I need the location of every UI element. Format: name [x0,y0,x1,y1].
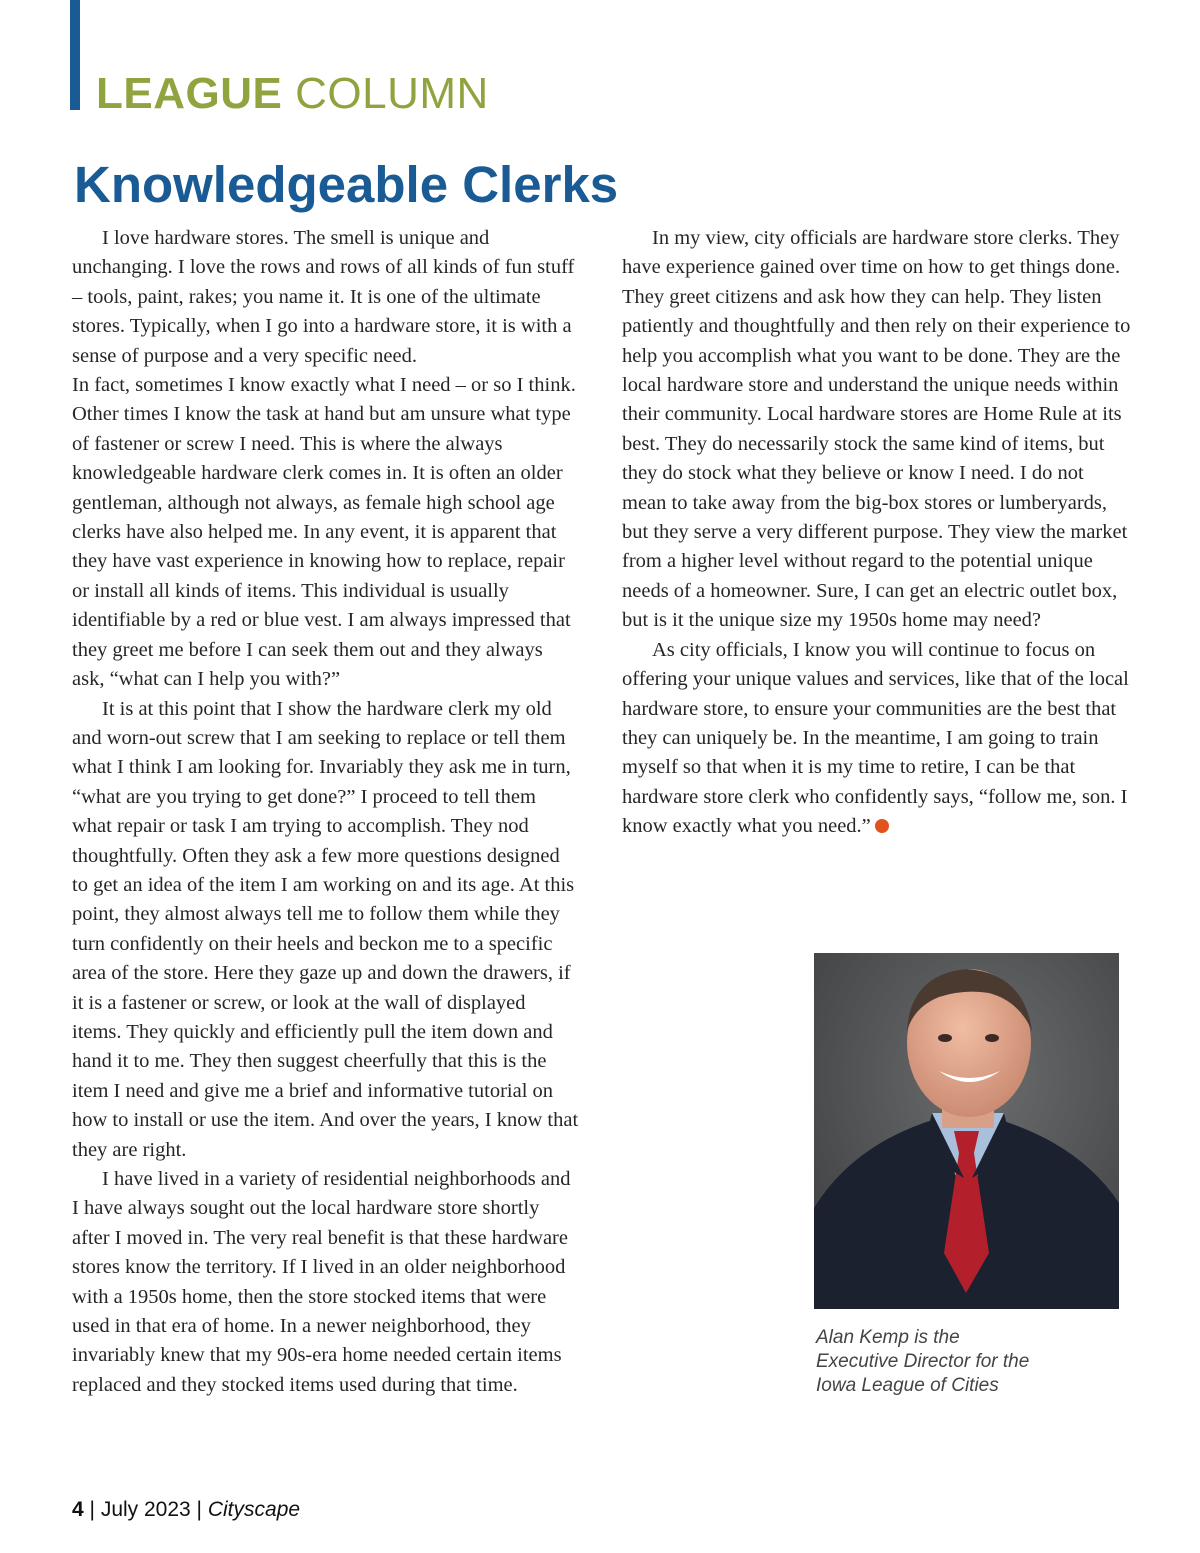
caption-line: Alan Kemp is the [816,1327,960,1348]
section-label-bold: LEAGUE [96,69,283,118]
accent-bar [70,0,80,110]
caption-line: Iowa League of Cities [816,1375,999,1396]
paragraph: I have lived in a variety of residential neighborhoods and I have always sought out the local hardware store shortly after I moved in. The very real benefit is that these hardware stores know the territory. If I lived in an older neighborhood with a 1950s home, then the store stocked items that were used in that era of home. In a newer neighborhood, they invariably knew that my 90s-era home needed certain items replaced and they stocked items used during that time. [72,1168,571,1396]
end-mark-icon [875,819,889,833]
paragraph: In fact, sometimes I know exactly what I need – or so I think. Other times I know the task at hand but am unsure what type of fastener or screw I need. This is where the always knowledgeable hardware clerk comes in. It is often an older gentleman, although not always, as female high school age clerks have also helped me. In any event, it is apparent that they have vast experience in knowing how to replace, repair or install all kinds of items. This individual is usually identifiable by a red or blue vest. I am always impressed that they greet me before I can seek them out and they always ask, “what can I help you with?” [72,374,576,691]
article-column-left [72,224,580,1400]
publication-name: Cityscape [207,1498,301,1521]
paragraph: I love hardware stores. The smell is unique and unchanging. I love the rows and rows of all kinds of fun stuff – tools, paint, rakes; you name it. It is one of the ultimate stores. Typically, when I go into a hardware store, it is with a sense of purpose and a very specific need. [72,227,575,367]
paragraph-final [622,636,1132,842]
section-label [96,66,489,122]
paragraph: It is at this point that I show the hardware clerk my old and worn-out screw that I am seeking to replace or tell them what I think I am looking for. Invariably they ask me in turn, “what are you trying to get done?” I proceed to tell them what repair or task I am trying to accomplish. They nod thoughtfully. Often they ask a few more questions designed to get an idea of the item I am working on and its age. At this point, they almost always tell me to follow them while they turn confidently on their heels and beckon me to a specific area of the store. Here they gaze up and down the drawers, if it is a fastener or screw, or look at the wall of displayed items. They quickly and efficiently pull the item down and hand it to me. They then suggest cheerfully that this is the item I need and give me a brief and informative tutorial on how to install or use the item. And over the years, I know that they are right. [72,697,579,1161]
section-label-rest: COLUMN [295,69,489,118]
page-footer [72,1494,300,1526]
caption-line: Executive Director for the [816,1351,1030,1372]
article-title: Knowledgeable Clerks [74,156,619,213]
article-column-right [622,224,1132,842]
issue-date: July 2023 [100,1498,191,1521]
page-number: 4 [72,1498,84,1521]
final-paragraph-text: As city officials, I know you will continue to focus on offering your unique values and services, like that of the local hardware store, to ensure your communities are the best that they can uniquely be. In the meantime, I am going to train myself so that when it is my time to retire, I can be that hardware store clerk who confidently says, “follow me, son. I know exactly what you need.” [622,638,1129,838]
footer-separator: | [190,1498,208,1521]
author-photo [814,953,1119,1309]
footer-separator: | [83,1498,101,1521]
paragraph: In my view, city officials are hardware store clerks. They have experience gained over time on how to get things done. They greet citizens and ask how they can help. They listen patiently and thoughtfully and then rely on their experience to help you accomplish what you want to be done. They are the local hardware store and understand the unique needs within their community. Local hardware stores are Home Rule at its best. They do necessarily stock the same kind of items, but they do stock what they believe or know I need. I do not mean to take away from the big-box stores or lumberyards, but they serve a very different purpose. They view the market from a higher level without regard to the potential unique needs of a homeowner. Sure, I can get an electric outlet box, but is it the unique size my 1950s home may need? [622,227,1131,632]
author-caption [816,1326,1116,1398]
